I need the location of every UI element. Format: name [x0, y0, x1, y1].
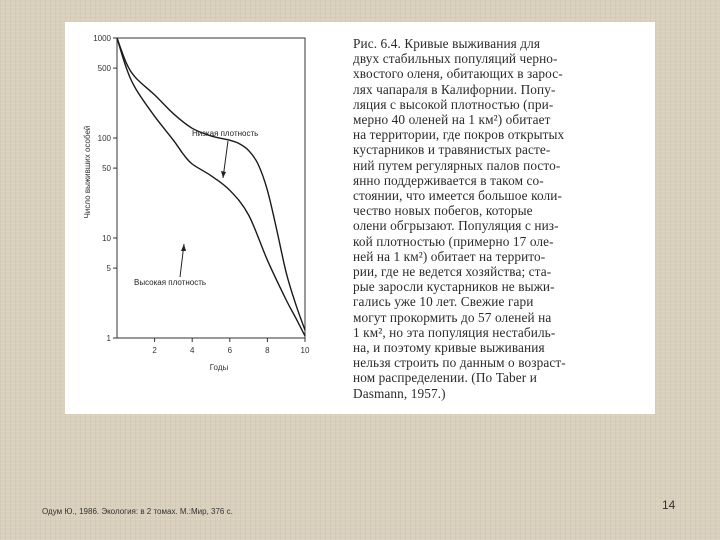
caption-line: рии, где не ведется хозяйства; ста- [353, 264, 552, 280]
label-low-density: Низкая плотность [192, 129, 259, 138]
x-tick-label: 2 [152, 346, 157, 355]
footer-citation: Одум Ю., 1986. Экология: в 2 томах. М.:Мир, 376 с. [42, 507, 233, 516]
y-tick-label: 500 [97, 64, 111, 74]
caption-line: на, и поэтому кривые выживания [353, 340, 545, 356]
caption-line: мерно 40 оленей на 1 км²) обитает [353, 112, 551, 128]
caption-line: двух стабильных популяций черно- [353, 51, 558, 67]
caption-line: кой плотностью (примерно 17 оле- [353, 233, 554, 249]
caption-line: стоянии, что имеется большое коли- [353, 188, 563, 204]
caption-line: кустарников и травянистых расте- [353, 142, 551, 158]
y-tick-label: 10 [102, 234, 111, 243]
y-tick-label: 1000 [93, 34, 111, 43]
caption-line: Рис. 6.4. Кривые выживания для [353, 36, 541, 51]
caption-line: нельзя строить по данным о возраст- [353, 355, 566, 371]
x-tick-label: 6 [227, 346, 233, 355]
x-axis-title: Годы [209, 363, 229, 372]
x-tick-label: 8 [265, 346, 270, 355]
caption-line: могут прокормить до 57 оленей на [353, 309, 552, 325]
caption-line: рые заросли кустарников не выжи- [353, 279, 555, 295]
x-tick-label: 4 [189, 346, 195, 355]
y-tick-label: 100 [97, 134, 111, 143]
caption-line: Dasmann, 1957.) [353, 385, 446, 401]
x-tick-label: 10 [300, 346, 310, 355]
plot-frame [117, 38, 305, 338]
caption-line: лях чапараля в Калифорнии. Попу- [353, 81, 556, 97]
caption-line: 1 км², но эта популяция нестабиль- [353, 324, 556, 340]
label-high-density: Высокая плотность [134, 278, 207, 287]
arrowhead-low-density [221, 171, 226, 178]
figure-caption [353, 36, 631, 401]
caption-line: ней на 1 км²) обитает на террито- [353, 248, 546, 264]
y-axis-title: Число выживших особей [83, 125, 92, 219]
y-tick-label: 1 [106, 334, 111, 343]
caption-line: олени обгрызают. Популяция с низ- [353, 218, 559, 234]
caption-line: ний путем регулярных палов посто- [353, 157, 561, 173]
caption-line: чество новых побегов, которые [353, 203, 533, 219]
caption-line: ляция с высокой плотностью (при- [353, 96, 554, 112]
caption-line: гались уже 10 лет. Свежие гари [353, 294, 534, 310]
caption-line: на территории, где покров открытых [353, 127, 565, 143]
high-density-curve [117, 38, 305, 336]
page-number: 14 [662, 498, 676, 512]
caption-line: хвостого оленя, обитающих в зарос- [353, 66, 563, 82]
caption-line: ном распределении. (По Taber и [353, 370, 537, 386]
y-tick-label: 50 [102, 164, 111, 174]
y-tick-label: 5 [106, 264, 111, 274]
caption-line: янно поддерживается в таком со- [353, 172, 544, 188]
